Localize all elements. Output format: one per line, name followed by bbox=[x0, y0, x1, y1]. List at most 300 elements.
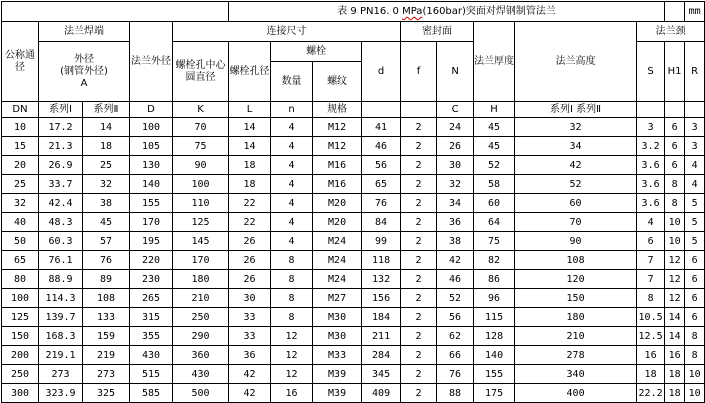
cell-neck-r: 10 bbox=[685, 365, 705, 384]
cell-bolt-hole: 33 bbox=[229, 308, 271, 327]
table-row bbox=[2, 213, 705, 232]
cell-seal-d: 56 bbox=[362, 156, 401, 175]
cell-flange-thickness: 76 bbox=[437, 365, 474, 384]
cell-dn: 50 bbox=[2, 232, 39, 251]
header-thread: 螺纹 bbox=[313, 62, 362, 102]
cell-neck-r: 6 bbox=[685, 251, 705, 270]
cell-neck-r: 4 bbox=[685, 156, 705, 175]
cell-seal-f: 2 bbox=[401, 213, 437, 232]
cell-bolt-hole: 26 bbox=[229, 232, 271, 251]
cell-bolt-circle: 500 bbox=[173, 384, 229, 403]
cell-flange-thickness: 30 bbox=[437, 156, 474, 175]
cell-neck-s: 3.2 bbox=[637, 137, 665, 156]
unit-label: mm bbox=[685, 2, 705, 22]
cell-seal-d: 211 bbox=[362, 327, 401, 346]
cell-neck-s: 10.5 bbox=[637, 308, 665, 327]
cell-flange-height: 45 bbox=[474, 137, 515, 156]
cell-flange-height: 155 bbox=[474, 365, 515, 384]
symbol-N-series: 系列Ⅰ 系列Ⅱ bbox=[515, 102, 637, 118]
symbol-L: L bbox=[229, 102, 271, 118]
cell-bolt-hole: 18 bbox=[229, 156, 271, 175]
cell-seal-d: 132 bbox=[362, 270, 401, 289]
cell-flange-od: 130 bbox=[130, 156, 173, 175]
cell-dn: 80 bbox=[2, 270, 39, 289]
cell-dn: 300 bbox=[2, 384, 39, 403]
table-row bbox=[2, 270, 705, 289]
table-row bbox=[2, 232, 705, 251]
cell-flange-thickness: 42 bbox=[437, 251, 474, 270]
cell-neck-r: 10 bbox=[685, 384, 705, 403]
cell-bolt-hole: 22 bbox=[229, 194, 271, 213]
cell-dn: 20 bbox=[2, 156, 39, 175]
cell-bolt-hole: 14 bbox=[229, 118, 271, 137]
cell-neck-n: 120 bbox=[515, 270, 637, 289]
header-seal-face: 密封面 bbox=[401, 22, 474, 42]
cell-flange-od: 585 bbox=[130, 384, 173, 403]
table-row bbox=[2, 194, 705, 213]
cell-neck-r: 6 bbox=[685, 289, 705, 308]
cell-bolt-circle: 430 bbox=[173, 365, 229, 384]
symbol-series-1: 系列Ⅰ bbox=[39, 102, 83, 118]
header-row-1 bbox=[2, 22, 705, 42]
cell-seal-f: 2 bbox=[401, 365, 437, 384]
table-row bbox=[2, 308, 705, 327]
cell-bolt-circle: 360 bbox=[173, 346, 229, 365]
cell-neck-n: 108 bbox=[515, 251, 637, 270]
cell-neck-s: 18 bbox=[637, 365, 665, 384]
cell-neck-h1: 14 bbox=[665, 327, 685, 346]
cell-bolt-circle: 145 bbox=[173, 232, 229, 251]
cell-neck-s: 7 bbox=[637, 270, 665, 289]
cell-outer-dia-series-2: 219 bbox=[83, 346, 130, 365]
cell-bolt-qty: 8 bbox=[271, 308, 313, 327]
cell-neck-h1: 18 bbox=[665, 384, 685, 403]
cell-bolt-thread: M12 bbox=[313, 118, 362, 137]
cell-bolt-circle: 180 bbox=[173, 270, 229, 289]
outer-dia-symbol: A bbox=[80, 77, 88, 89]
cell-bolt-qty: 12 bbox=[271, 365, 313, 384]
cell-flange-height: 96 bbox=[474, 289, 515, 308]
cell-neck-r: 6 bbox=[685, 270, 705, 289]
cell-neck-r: 5 bbox=[685, 194, 705, 213]
cell-bolt-qty: 4 bbox=[271, 156, 313, 175]
cell-neck-s: 6 bbox=[637, 232, 665, 251]
cell-flange-od: 155 bbox=[130, 194, 173, 213]
cell-seal-f: 2 bbox=[401, 137, 437, 156]
header-H1: H1 bbox=[665, 42, 685, 102]
cell-seal-d: 46 bbox=[362, 137, 401, 156]
cell-bolt-qty: 4 bbox=[271, 137, 313, 156]
cell-neck-n: 340 bbox=[515, 365, 637, 384]
cell-seal-d: 99 bbox=[362, 232, 401, 251]
cell-neck-s: 12.5 bbox=[637, 327, 665, 346]
cell-bolt-thread: M39 bbox=[313, 384, 362, 403]
cell-flange-od: 220 bbox=[130, 251, 173, 270]
cell-flange-od: 140 bbox=[130, 175, 173, 194]
table-row bbox=[2, 156, 705, 175]
cell-bolt-hole: 42 bbox=[229, 365, 271, 384]
cell-seal-f: 2 bbox=[401, 232, 437, 251]
cell-seal-d: 345 bbox=[362, 365, 401, 384]
header-N: N bbox=[437, 42, 474, 102]
cell-flange-thickness: 32 bbox=[437, 175, 474, 194]
blank-cell bbox=[2, 2, 229, 22]
symbol-C: C bbox=[437, 102, 474, 118]
cell-bolt-qty: 4 bbox=[271, 118, 313, 137]
cell-bolt-hole: 36 bbox=[229, 346, 271, 365]
cell-neck-r: 5 bbox=[685, 232, 705, 251]
cell-bolt-qty: 12 bbox=[271, 346, 313, 365]
cell-seal-d: 41 bbox=[362, 118, 401, 137]
cell-seal-f: 2 bbox=[401, 118, 437, 137]
cell-outer-dia-series-2: 273 bbox=[83, 365, 130, 384]
cell-seal-d: 284 bbox=[362, 346, 401, 365]
cell-flange-thickness: 56 bbox=[437, 308, 474, 327]
cell-bolt-thread: M16 bbox=[313, 156, 362, 175]
cell-bolt-hole: 22 bbox=[229, 213, 271, 232]
cell-flange-thickness: 34 bbox=[437, 194, 474, 213]
cell-neck-r: 8 bbox=[685, 327, 705, 346]
table-row bbox=[2, 137, 705, 156]
cell-neck-s: 3.6 bbox=[637, 156, 665, 175]
cell-flange-od: 100 bbox=[130, 118, 173, 137]
cell-flange-od: 230 bbox=[130, 270, 173, 289]
cell-flange-od: 355 bbox=[130, 327, 173, 346]
cell-seal-d: 76 bbox=[362, 194, 401, 213]
flange-table bbox=[1, 1, 705, 403]
header-flange-od: 法兰外径 bbox=[130, 22, 173, 102]
cell-neck-h1: 6 bbox=[665, 156, 685, 175]
symbol-R bbox=[685, 102, 705, 118]
cell-outer-dia-series-2: 25 bbox=[83, 156, 130, 175]
cell-bolt-circle: 75 bbox=[173, 137, 229, 156]
cell-neck-n: 210 bbox=[515, 327, 637, 346]
cell-neck-h1: 6 bbox=[665, 137, 685, 156]
title-row bbox=[2, 2, 705, 22]
header-quantity: 数量 bbox=[271, 62, 313, 102]
cell-outer-dia-series-1: 76.1 bbox=[39, 251, 83, 270]
cell-bolt-hole: 30 bbox=[229, 289, 271, 308]
cell-seal-d: 65 bbox=[362, 175, 401, 194]
cell-outer-dia-series-1: 323.9 bbox=[39, 384, 83, 403]
header-R: R bbox=[685, 42, 705, 102]
cell-neck-h1: 6 bbox=[665, 118, 685, 137]
cell-bolt-qty: 8 bbox=[271, 251, 313, 270]
cell-dn: 15 bbox=[2, 137, 39, 156]
cell-bolt-qty: 4 bbox=[271, 232, 313, 251]
cell-seal-f: 2 bbox=[401, 175, 437, 194]
cell-dn: 40 bbox=[2, 213, 39, 232]
cell-neck-r: 3 bbox=[685, 118, 705, 137]
symbol-H: H bbox=[474, 102, 515, 118]
symbol-n: n bbox=[271, 102, 313, 118]
cell-bolt-qty: 8 bbox=[271, 289, 313, 308]
cell-neck-r: 8 bbox=[685, 346, 705, 365]
cell-bolt-thread: M24 bbox=[313, 232, 362, 251]
cell-bolt-thread: M30 bbox=[313, 327, 362, 346]
cell-flange-od: 170 bbox=[130, 213, 173, 232]
cell-dn: 125 bbox=[2, 308, 39, 327]
cell-outer-dia-series-1: 219.1 bbox=[39, 346, 83, 365]
cell-dn: 100 bbox=[2, 289, 39, 308]
header-S: S bbox=[637, 42, 665, 102]
data-body bbox=[2, 118, 705, 403]
table-row bbox=[2, 365, 705, 384]
cell-flange-thickness: 62 bbox=[437, 327, 474, 346]
cell-flange-thickness: 24 bbox=[437, 118, 474, 137]
cell-outer-dia-series-1: 139.7 bbox=[39, 308, 83, 327]
cell-neck-s: 7 bbox=[637, 251, 665, 270]
cell-neck-s: 4 bbox=[637, 213, 665, 232]
cell-outer-dia-series-2: 133 bbox=[83, 308, 130, 327]
cell-outer-dia-series-2: 159 bbox=[83, 327, 130, 346]
cell-flange-height: 86 bbox=[474, 270, 515, 289]
cell-neck-n: 60 bbox=[515, 194, 637, 213]
cell-neck-n: 32 bbox=[515, 118, 637, 137]
cell-bolt-hole: 26 bbox=[229, 251, 271, 270]
cell-bolt-thread: M16 bbox=[313, 175, 362, 194]
header-bolt-hole: 螺栓孔径 bbox=[229, 42, 271, 102]
header-bolt: 螺栓 bbox=[271, 42, 362, 62]
cell-dn: 10 bbox=[2, 118, 39, 137]
cell-neck-n: 52 bbox=[515, 175, 637, 194]
symbol-K: K bbox=[173, 102, 229, 118]
symbol-series-2: 系列Ⅱ bbox=[83, 102, 130, 118]
symbol-spec: 规格 bbox=[313, 102, 362, 118]
cell-seal-f: 2 bbox=[401, 327, 437, 346]
cell-flange-thickness: 52 bbox=[437, 289, 474, 308]
cell-dn: 25 bbox=[2, 175, 39, 194]
cell-neck-h1: 12 bbox=[665, 251, 685, 270]
header-f: f bbox=[401, 42, 437, 102]
cell-bolt-hole: 18 bbox=[229, 175, 271, 194]
cell-seal-f: 2 bbox=[401, 289, 437, 308]
cell-neck-s: 3 bbox=[637, 118, 665, 137]
cell-seal-d: 184 bbox=[362, 308, 401, 327]
cell-outer-dia-series-2: 18 bbox=[83, 137, 130, 156]
cell-outer-dia-series-1: 26.9 bbox=[39, 156, 83, 175]
cell-bolt-circle: 250 bbox=[173, 308, 229, 327]
cell-neck-n: 90 bbox=[515, 232, 637, 251]
cell-bolt-thread: M20 bbox=[313, 213, 362, 232]
header-outer-dia bbox=[39, 42, 130, 102]
cell-outer-dia-series-2: 57 bbox=[83, 232, 130, 251]
cell-neck-h1: 12 bbox=[665, 289, 685, 308]
cell-flange-height: 140 bbox=[474, 346, 515, 365]
cell-neck-n: 180 bbox=[515, 308, 637, 327]
cell-neck-r: 4 bbox=[685, 175, 705, 194]
cell-outer-dia-series-1: 42.4 bbox=[39, 194, 83, 213]
cell-outer-dia-series-1: 273 bbox=[39, 365, 83, 384]
cell-dn: 200 bbox=[2, 346, 39, 365]
cell-outer-dia-series-2: 45 bbox=[83, 213, 130, 232]
cell-flange-height: 58 bbox=[474, 175, 515, 194]
outer-dia-label: 外径 bbox=[74, 53, 94, 65]
cell-bolt-thread: M30 bbox=[313, 308, 362, 327]
cell-bolt-hole: 14 bbox=[229, 137, 271, 156]
cell-bolt-circle: 170 bbox=[173, 251, 229, 270]
cell-neck-h1: 8 bbox=[665, 194, 685, 213]
cell-flange-thickness: 36 bbox=[437, 213, 474, 232]
cell-neck-h1: 14 bbox=[665, 308, 685, 327]
cell-neck-s: 22.2 bbox=[637, 384, 665, 403]
cell-neck-n: 400 bbox=[515, 384, 637, 403]
symbol-d bbox=[362, 102, 401, 118]
cell-bolt-thread: M24 bbox=[313, 251, 362, 270]
cell-outer-dia-series-1: 33.7 bbox=[39, 175, 83, 194]
header-nominal-size: 公称通径 bbox=[2, 22, 39, 102]
cell-outer-dia-series-2: 38 bbox=[83, 194, 130, 213]
cell-seal-f: 2 bbox=[401, 308, 437, 327]
cell-outer-dia-series-2: 108 bbox=[83, 289, 130, 308]
cell-flange-thickness: 26 bbox=[437, 137, 474, 156]
cell-seal-f: 2 bbox=[401, 194, 437, 213]
cell-bolt-hole: 26 bbox=[229, 270, 271, 289]
cell-neck-h1: 12 bbox=[665, 270, 685, 289]
table-row bbox=[2, 327, 705, 346]
cell-seal-d: 118 bbox=[362, 251, 401, 270]
cell-flange-thickness: 88 bbox=[437, 384, 474, 403]
title-prefix: 表 9 PN16. 0 bbox=[337, 6, 403, 17]
title-mpa: MPa bbox=[402, 6, 423, 17]
cell-neck-h1: 18 bbox=[665, 365, 685, 384]
cell-bolt-thread: M20 bbox=[313, 194, 362, 213]
cell-bolt-qty: 4 bbox=[271, 194, 313, 213]
title-suffix: (160bar)突面对焊钢制管法兰 bbox=[422, 6, 556, 17]
cell-seal-f: 2 bbox=[401, 270, 437, 289]
cell-bolt-qty: 16 bbox=[271, 384, 313, 403]
cell-bolt-qty: 8 bbox=[271, 270, 313, 289]
cell-neck-h1: 10 bbox=[665, 213, 685, 232]
cell-bolt-thread: M24 bbox=[313, 270, 362, 289]
cell-dn: 32 bbox=[2, 194, 39, 213]
cell-bolt-thread: M27 bbox=[313, 289, 362, 308]
header-neck: 法兰颈 bbox=[637, 22, 705, 42]
cell-flange-height: 45 bbox=[474, 118, 515, 137]
cell-neck-n: 42 bbox=[515, 156, 637, 175]
cell-bolt-circle: 210 bbox=[173, 289, 229, 308]
cell-seal-d: 156 bbox=[362, 289, 401, 308]
cell-bolt-circle: 70 bbox=[173, 118, 229, 137]
cell-outer-dia-series-1: 114.3 bbox=[39, 289, 83, 308]
cell-neck-s: 16 bbox=[637, 346, 665, 365]
cell-flange-height: 75 bbox=[474, 232, 515, 251]
cell-neck-s: 8 bbox=[637, 289, 665, 308]
cell-seal-d: 409 bbox=[362, 384, 401, 403]
cell-neck-n: 34 bbox=[515, 137, 637, 156]
cell-neck-r: 3 bbox=[685, 137, 705, 156]
cell-neck-n: 70 bbox=[515, 213, 637, 232]
header-d: d bbox=[362, 42, 401, 102]
symbol-S bbox=[637, 102, 665, 118]
cell-outer-dia-series-2: 32 bbox=[83, 175, 130, 194]
cell-neck-h1: 8 bbox=[665, 175, 685, 194]
cell-neck-r: 5 bbox=[685, 213, 705, 232]
cell-flange-height: 128 bbox=[474, 327, 515, 346]
cell-seal-d: 84 bbox=[362, 213, 401, 232]
cell-flange-od: 265 bbox=[130, 289, 173, 308]
cell-bolt-thread: M39 bbox=[313, 365, 362, 384]
cell-seal-f: 2 bbox=[401, 384, 437, 403]
cell-dn: 250 bbox=[2, 365, 39, 384]
table-row bbox=[2, 251, 705, 270]
cell-flange-od: 315 bbox=[130, 308, 173, 327]
cell-bolt-qty: 4 bbox=[271, 175, 313, 194]
symbol-D: D bbox=[130, 102, 173, 118]
cell-bolt-circle: 90 bbox=[173, 156, 229, 175]
cell-bolt-circle: 290 bbox=[173, 327, 229, 346]
cell-neck-s: 3.6 bbox=[637, 175, 665, 194]
cell-bolt-qty: 12 bbox=[271, 327, 313, 346]
table-row bbox=[2, 289, 705, 308]
cell-seal-f: 2 bbox=[401, 251, 437, 270]
cell-outer-dia-series-1: 168.3 bbox=[39, 327, 83, 346]
cell-neck-n: 278 bbox=[515, 346, 637, 365]
cell-bolt-circle: 110 bbox=[173, 194, 229, 213]
cell-neck-n: 150 bbox=[515, 289, 637, 308]
cell-neck-s: 3.6 bbox=[637, 194, 665, 213]
cell-outer-dia-series-1: 21.3 bbox=[39, 137, 83, 156]
cell-bolt-circle: 100 bbox=[173, 175, 229, 194]
cell-seal-f: 2 bbox=[401, 156, 437, 175]
cell-outer-dia-series-2: 325 bbox=[83, 384, 130, 403]
cell-flange-od: 195 bbox=[130, 232, 173, 251]
cell-neck-h1: 10 bbox=[665, 232, 685, 251]
cell-flange-od: 105 bbox=[130, 137, 173, 156]
cell-outer-dia-series-2: 14 bbox=[83, 118, 130, 137]
cell-flange-thickness: 66 bbox=[437, 346, 474, 365]
header-bolt-circle: 螺栓孔中心圆直径 bbox=[173, 42, 229, 102]
header-flange-height: 法兰高度 bbox=[515, 22, 637, 102]
table-title bbox=[229, 2, 665, 22]
cell-bolt-hole: 42 bbox=[229, 384, 271, 403]
cell-neck-h1: 16 bbox=[665, 346, 685, 365]
pipe-outer-label: (钢管外径) bbox=[60, 65, 108, 77]
cell-outer-dia-series-1: 48.3 bbox=[39, 213, 83, 232]
symbol-f bbox=[401, 102, 437, 118]
cell-outer-dia-series-2: 89 bbox=[83, 270, 130, 289]
blank-cell bbox=[665, 2, 685, 22]
cell-outer-dia-series-1: 60.3 bbox=[39, 232, 83, 251]
cell-flange-height: 52 bbox=[474, 156, 515, 175]
cell-flange-thickness: 46 bbox=[437, 270, 474, 289]
cell-bolt-thread: M33 bbox=[313, 346, 362, 365]
table-row bbox=[2, 346, 705, 365]
symbol-H1 bbox=[665, 102, 685, 118]
cell-flange-height: 60 bbox=[474, 194, 515, 213]
cell-outer-dia-series-1: 17.2 bbox=[39, 118, 83, 137]
cell-dn: 65 bbox=[2, 251, 39, 270]
header-flange-thickness: 法兰厚度 bbox=[474, 22, 515, 102]
cell-flange-height: 115 bbox=[474, 308, 515, 327]
cell-dn: 150 bbox=[2, 327, 39, 346]
cell-flange-height: 82 bbox=[474, 251, 515, 270]
cell-bolt-circle: 125 bbox=[173, 213, 229, 232]
symbol-row bbox=[2, 102, 705, 118]
cell-neck-r: 6 bbox=[685, 308, 705, 327]
cell-flange-thickness: 38 bbox=[437, 232, 474, 251]
header-weld-end: 法兰焊端 bbox=[39, 22, 130, 42]
cell-flange-height: 64 bbox=[474, 213, 515, 232]
cell-flange-height: 175 bbox=[474, 384, 515, 403]
cell-bolt-qty: 4 bbox=[271, 213, 313, 232]
symbol-DN: DN bbox=[2, 102, 39, 118]
table-row bbox=[2, 175, 705, 194]
header-connection: 连接尺寸 bbox=[173, 22, 401, 42]
table-row bbox=[2, 118, 705, 137]
cell-outer-dia-series-2: 76 bbox=[83, 251, 130, 270]
cell-seal-f: 2 bbox=[401, 346, 437, 365]
